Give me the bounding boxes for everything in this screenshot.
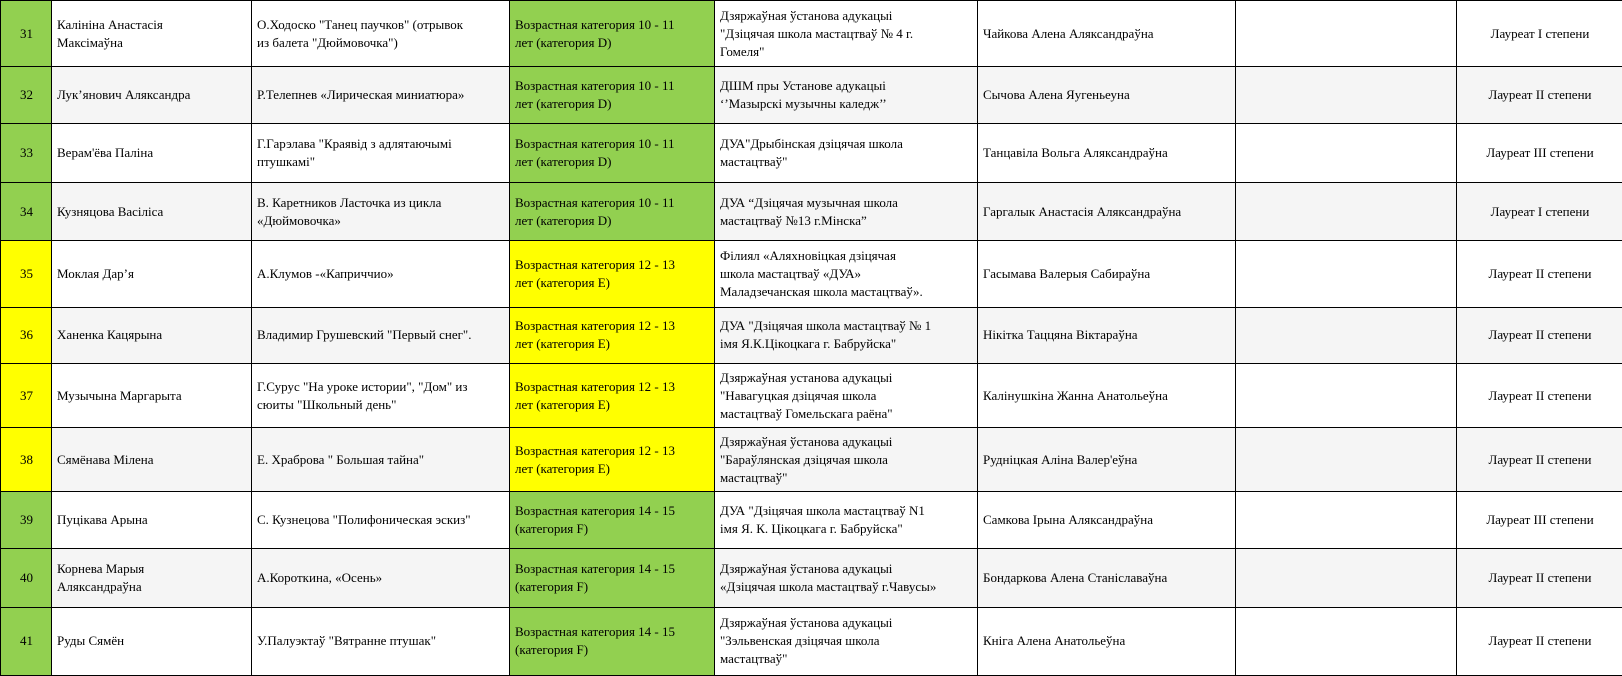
empty-cell-cell: [1236, 67, 1457, 124]
teacher-name-cell: [978, 607, 1236, 675]
age-category-cell: [510, 549, 715, 608]
participant-name-line: Пуцікава Арына: [57, 512, 148, 528]
award-cell: [1457, 607, 1622, 675]
award-cell: [1457, 492, 1622, 549]
age-category-line: Возрастная категория 10 - 11: [515, 16, 675, 32]
institution-cell: [715, 182, 978, 241]
piece-title-cell: [252, 307, 510, 364]
row-number: 36: [20, 327, 33, 343]
row-number-cell: [1, 123, 52, 182]
table-body: [1, 1, 1622, 676]
teacher-name-cell: [978, 67, 1236, 124]
teacher-name-line: Бондаркова Алена Станіславаўна: [983, 569, 1168, 585]
institution-line: ДШМ пры Установе адукацыі: [720, 77, 886, 93]
piece-title-cell: [252, 428, 510, 492]
piece-title-cell: [252, 241, 510, 307]
piece-title-cell: [252, 182, 510, 241]
participant-name-cell: [52, 364, 252, 428]
award-cell: [1457, 123, 1622, 182]
row-number-cell: [1, 67, 52, 124]
teacher-name-cell: [978, 1, 1236, 67]
teacher-name-cell: [978, 123, 1236, 182]
age-category-line: Возрастная категория 14 - 15: [515, 624, 676, 640]
institution-line: "Зэльвенская дзіцячая школа: [720, 633, 880, 649]
teacher-name-line: Сычова Алена Яугеньеуна: [983, 86, 1130, 102]
institution-line: школа мастацтваў «ДУА»: [720, 265, 862, 281]
award: Лауреат II степени: [1488, 327, 1592, 343]
institution-line: Дзяржаўная ўстанова адукацыі: [720, 433, 893, 449]
teacher-name-line: Гасымава Валерыя Сабираўна: [983, 265, 1151, 281]
empty-cell-cell: [1236, 1, 1457, 67]
age-category-line: Возрастная категория 10 - 11: [515, 77, 675, 93]
table-row: [1, 549, 1622, 608]
age-category-line: (категория F): [515, 642, 589, 658]
age-category-line: Возрастная категория 12 - 13: [515, 256, 676, 272]
row-number-cell: [1, 607, 52, 675]
age-category-line: лет (категория Е): [515, 274, 610, 290]
participant-name-cell: [52, 67, 252, 124]
empty-cell-cell: [1236, 241, 1457, 307]
table-row: [1, 241, 1622, 307]
piece-title-cell: [252, 1, 510, 67]
teacher-name-line: Кніга Алена Анатольеўна: [983, 633, 1126, 649]
teacher-name-line: Рудніцкая Аліна Валер'еўна: [983, 451, 1138, 467]
piece-title-line: птушкамі": [257, 153, 316, 169]
piece-title-line: Р.Телепнев «Лирическая миниатюра»: [257, 86, 465, 102]
institution-line: мастацтваў №13 г.Мінска”: [720, 212, 867, 228]
teacher-name-cell: [978, 307, 1236, 364]
participant-name-line: Верам'ёва Паліна: [57, 144, 154, 160]
teacher-name-line: Самкова Ірына Аляксандраўна: [983, 512, 1153, 528]
age-category-line: Возрастная категория 10 - 11: [515, 194, 675, 210]
row-number-cell: [1, 428, 52, 492]
piece-title-line: из балета "Дюймовочка"): [257, 34, 398, 50]
piece-title-cell: [252, 67, 510, 124]
participant-name-line: Моклая Дар’я: [57, 265, 134, 281]
piece-title-line: В. Каретников Ласточка из цикла: [257, 194, 442, 210]
piece-title-line: У.Палуэктаў "Вятранне птушак": [257, 633, 437, 649]
piece-title-line: сюиты "Школьный день": [257, 396, 397, 412]
age-category-cell: [510, 428, 715, 492]
table-row: [1, 123, 1622, 182]
institution-cell: [715, 307, 978, 364]
age-category-line: Возрастная категория 12 - 13: [515, 442, 676, 458]
institution-cell: [715, 364, 978, 428]
row-number: 41: [20, 633, 33, 649]
participant-name-line: Музычына Маргарыта: [57, 387, 182, 403]
award-cell: [1457, 428, 1622, 492]
piece-title-cell: [252, 123, 510, 182]
teacher-name-cell: [978, 492, 1236, 549]
participant-name-cell: [52, 492, 252, 549]
piece-title-line: «Дюймовочка»: [257, 212, 341, 228]
institution-line: "Дзіцячая школа мастацтваў № 4 г.: [720, 25, 914, 41]
award-cell: [1457, 1, 1622, 67]
institution-line: мастацтваў": [720, 651, 788, 667]
participant-name-line: Максімаўна: [57, 34, 123, 50]
award-cell: [1457, 307, 1622, 364]
institution-line: імя Я.К.Цікоцкага г. Бабруйска": [720, 336, 897, 352]
teacher-name-line: Чайкова Алена Аляксандраўна: [983, 25, 1154, 41]
institution-cell: [715, 492, 978, 549]
age-category-line: Возрастная категория 14 - 15: [515, 560, 676, 576]
row-number: 32: [20, 86, 33, 102]
award: Лауреат II степени: [1488, 569, 1592, 585]
age-category-line: лет (категория D): [515, 34, 612, 50]
teacher-name-line: Танцавіла Вольга Аляксандраўна: [983, 144, 1168, 160]
participant-name-cell: [52, 549, 252, 608]
row-number: 33: [20, 144, 33, 160]
teacher-name-cell: [978, 364, 1236, 428]
institution-cell: [715, 241, 978, 307]
piece-title-line: Е. Храброва " Большая тайна": [257, 451, 425, 467]
row-number: 39: [20, 512, 33, 528]
piece-title-cell: [252, 549, 510, 608]
participant-name-line: Кузняцова Васіліса: [57, 203, 164, 219]
participant-name-line: Ханенка Кацярына: [57, 327, 163, 343]
institution-line: Маладзечанская школа мастацтваў».: [720, 283, 923, 299]
table-row: [1, 428, 1622, 492]
table-row: [1, 1, 1622, 67]
piece-title-line: О.Ходоско "Танец паучков" (отрывок: [257, 16, 464, 32]
table-row: [1, 607, 1622, 675]
teacher-name-cell: [978, 241, 1236, 307]
participant-name-line: Руды Сямён: [57, 633, 125, 649]
award: Лауреат II степени: [1488, 451, 1592, 467]
piece-title-line: А.Клумов -«Каприччио»: [257, 265, 394, 281]
age-category-cell: [510, 67, 715, 124]
institution-line: ДУА"Дрыбінская дзіцячая школа: [720, 135, 903, 151]
award-cell: [1457, 241, 1622, 307]
age-category-line: Возрастная категория 10 - 11: [515, 135, 675, 151]
institution-line: мастацтваў Гомельскага раёна": [720, 405, 893, 421]
institution-line: Дзяржаўная ўстанова адукацыі: [720, 560, 893, 576]
table-row: [1, 492, 1622, 549]
row-number: 40: [20, 569, 33, 585]
piece-title-line: С. Кузнецова "Полифоническая эскиз": [257, 512, 471, 528]
age-category-line: лет (категория Е): [515, 396, 610, 412]
age-category-cell: [510, 241, 715, 307]
age-category-line: лет (категория D): [515, 212, 612, 228]
institution-line: «Дзіцячая школа мастацтваў г.Чавусы»: [720, 578, 937, 594]
age-category-line: (категория F): [515, 521, 589, 537]
age-category-cell: [510, 182, 715, 241]
row-number-cell: [1, 492, 52, 549]
piece-title-line: А.Короткина, «Осень»: [257, 569, 383, 585]
teacher-name-line: Нікітка Таццяна Віктараўна: [983, 327, 1138, 343]
award: Лауреат III степени: [1486, 144, 1594, 160]
institution-line: мастацтваў": [720, 469, 788, 485]
participant-name-line: Корнева Марыя: [57, 560, 145, 576]
empty-cell-cell: [1236, 123, 1457, 182]
institution-cell: [715, 607, 978, 675]
empty-cell-cell: [1236, 364, 1457, 428]
institution-line: ДУА "Дзіцячая школа мастацтваў № 1: [720, 318, 932, 334]
row-number-cell: [1, 364, 52, 428]
empty-cell-cell: [1236, 492, 1457, 549]
age-category-line: лет (категория D): [515, 153, 612, 169]
row-number: 38: [20, 451, 33, 467]
age-category-cell: [510, 307, 715, 364]
participant-name-cell: [52, 607, 252, 675]
age-category-cell: [510, 364, 715, 428]
institution-line: Дзяржаўная ўстанова адукацыі: [720, 615, 893, 631]
participant-name-line: Лук’янович Аляксандра: [57, 86, 191, 102]
award: Лауреат II степени: [1488, 633, 1592, 649]
institution-cell: [715, 549, 978, 608]
row-number-cell: [1, 241, 52, 307]
award: Лауреат II степени: [1488, 387, 1592, 403]
participant-name-cell: [52, 307, 252, 364]
participant-name-cell: [52, 428, 252, 492]
award: Лауреат II степени: [1488, 265, 1592, 281]
institution-cell: [715, 428, 978, 492]
participant-name-line: Аляксандраўна: [57, 578, 142, 594]
teacher-name-cell: [978, 549, 1236, 608]
award-cell: [1457, 67, 1622, 124]
age-category-line: Возрастная категория 12 - 13: [515, 318, 676, 334]
age-category-line: (категория F): [515, 578, 589, 594]
table-row: [1, 364, 1622, 428]
row-number: 31: [20, 25, 33, 41]
institution-cell: [715, 67, 978, 124]
row-number: 35: [20, 265, 33, 281]
participant-name-line: Сямёнава Мілена: [57, 451, 154, 467]
piece-title-line: Владимир Грушевский "Первый снег".: [257, 327, 472, 343]
age-category-cell: [510, 607, 715, 675]
age-category-line: лет (категория Е): [515, 336, 610, 352]
piece-title-cell: [252, 364, 510, 428]
teacher-name-line: Гаргалык Анастасія Аляксандраўна: [983, 203, 1182, 219]
row-number: 34: [20, 203, 33, 219]
teacher-name-line: Калінушкіна Жанна Анатольеўна: [983, 387, 1168, 403]
participant-name-cell: [52, 182, 252, 241]
institution-line: "Навагуцкая дзіцячая школа: [720, 387, 877, 403]
piece-title-line: Г.Гарэлава "Краявід з адлятаючымі: [257, 135, 452, 151]
institution-line: імя Я. К. Цікоцкага г. Бабруйска": [720, 521, 903, 537]
piece-title-line: Г.Сурус "На уроке истории", "Дом" из: [257, 378, 468, 394]
award-cell: [1457, 182, 1622, 241]
empty-cell-cell: [1236, 182, 1457, 241]
row-number: 37: [20, 387, 33, 403]
award: Лауреат II степени: [1488, 86, 1592, 102]
institution-cell: [715, 123, 978, 182]
age-category-line: Возрастная категория 14 - 15: [515, 503, 676, 519]
age-category-cell: [510, 123, 715, 182]
age-category-cell: [510, 1, 715, 67]
award: Лауреат I степени: [1490, 25, 1590, 41]
award-cell: [1457, 549, 1622, 608]
age-category-line: лет (категория D): [515, 95, 612, 111]
row-number-cell: [1, 1, 52, 67]
empty-cell-cell: [1236, 307, 1457, 364]
institution-line: ДУА "Дзіцячая школа мастацтваў N1: [720, 503, 925, 519]
institution-line: Гомеля": [720, 43, 765, 59]
teacher-name-cell: [978, 428, 1236, 492]
row-number-cell: [1, 307, 52, 364]
award-cell: [1457, 364, 1622, 428]
participant-name-cell: [52, 1, 252, 67]
empty-cell-cell: [1236, 549, 1457, 608]
institution-cell: [715, 1, 978, 67]
participant-name-line: Калініна Анастасія: [57, 16, 163, 32]
piece-title-cell: [252, 492, 510, 549]
table-row: [1, 307, 1622, 364]
empty-cell-cell: [1236, 428, 1457, 492]
institution-line: "Бараўлянская дзіцячая школа: [720, 451, 888, 467]
empty-cell-cell: [1236, 607, 1457, 675]
piece-title-cell: [252, 607, 510, 675]
age-category-line: лет (категория Е): [515, 460, 610, 476]
participant-name-cell: [52, 123, 252, 182]
institution-line: ДУА “Дзіцячая музычная школа: [720, 194, 898, 210]
age-category-cell: [510, 492, 715, 549]
institution-line: Філиял «Аляхновіцкая дзіцячая: [720, 247, 896, 263]
award: Лауреат III степени: [1486, 512, 1594, 528]
participant-name-cell: [52, 241, 252, 307]
institution-line: мастацтваў": [720, 153, 788, 169]
award: Лауреат I степени: [1490, 203, 1590, 219]
institution-line: Дзяржаўная установа адукацыі: [720, 369, 893, 385]
row-number-cell: [1, 182, 52, 241]
institution-line: ‘’Мазырскі музычны каледж’’: [720, 95, 887, 111]
teacher-name-cell: [978, 182, 1236, 241]
table-row: [1, 67, 1622, 124]
institution-line: Дзяржаўная ўстанова адукацыі: [720, 7, 893, 23]
row-number-cell: [1, 549, 52, 608]
age-category-line: Возрастная категория 12 - 13: [515, 378, 676, 394]
table-row: [1, 182, 1622, 241]
